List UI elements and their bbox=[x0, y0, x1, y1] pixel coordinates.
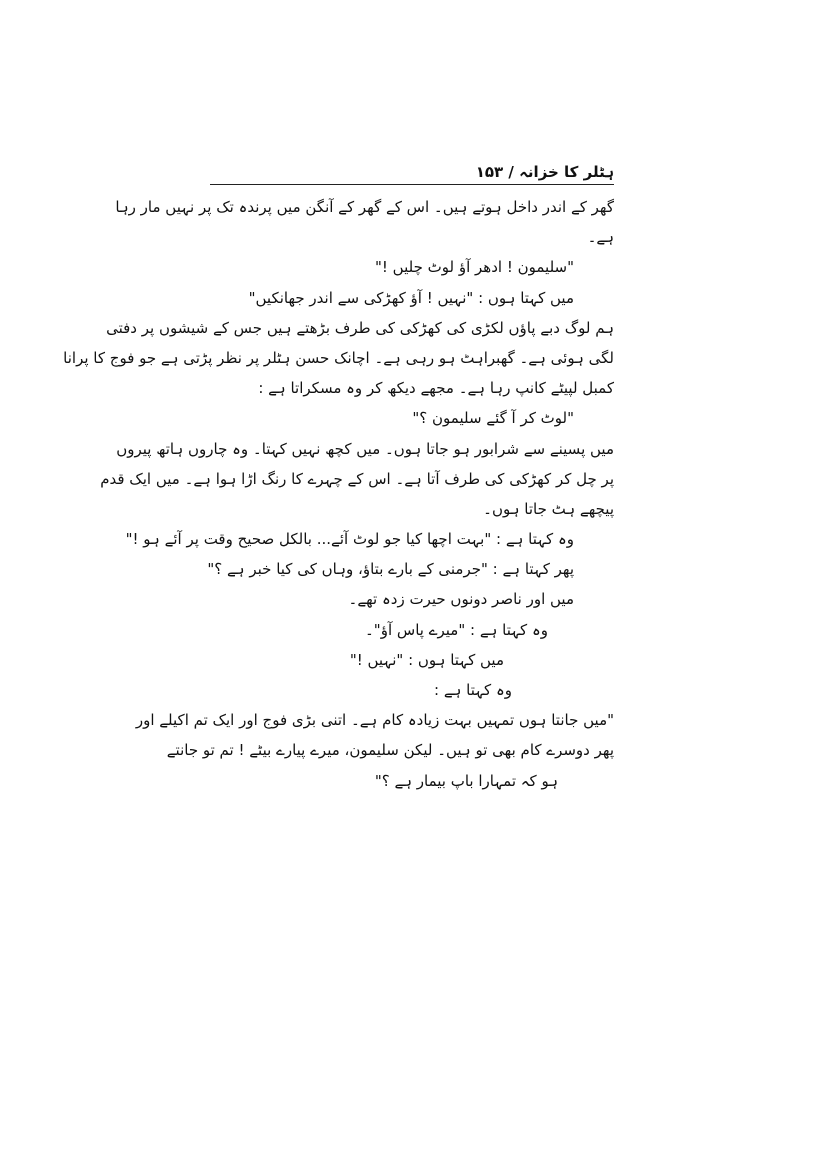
text-line: وہ کہتا ہے : "میرے پاس آؤ"۔ bbox=[365, 620, 548, 639]
body-text bbox=[63, 192, 614, 796]
text-line: میں اور ناصر دونوں حیرت زدہ تھے۔ bbox=[348, 590, 574, 609]
text-line: ہو کہ تمہارا باپ بیمار ہے ؟" bbox=[374, 771, 558, 790]
text-line: ہے۔ bbox=[587, 228, 614, 247]
text-line: وہ کہتا ہے : "بہت اچھا کیا جو لوٹ آئے... بالکل صحیح وقت پر آئے ہو !" bbox=[125, 530, 574, 549]
text-line: پھر دوسرے کام بھی تو ہیں۔ لیکن سلیمون، میرے پیارے بیٹے ! تم تو جانتے bbox=[166, 741, 614, 760]
running-title: ہٹلر کا خزانہ / ۱۵۳ bbox=[475, 163, 614, 181]
page-header bbox=[210, 160, 614, 184]
text-line: "میں جانتا ہوں تمہیں بہت زیادہ کام ہے۔ اتنی بڑی فوج اور ایک تم اکیلے اور bbox=[135, 711, 614, 730]
text-line: پر چل کر کھڑکی کی طرف آتا ہے۔ اس کے چہرے کا رنگ اڑا ہوا ہے۔ میں ایک قدم bbox=[100, 469, 614, 488]
text-line: میں پسینے سے شرابور ہو جاتا ہوں۔ میں کچھ نہیں کہتا۔ وہ چاروں ہاتھ پیروں bbox=[116, 439, 614, 458]
text-line: ہم لوگ دبے پاؤں لکڑی کی کھڑکی کی طرف بڑھتے ہیں جس کے شیشوں پر دفتی bbox=[106, 318, 614, 337]
text-line: میں کہتا ہوں : "نہیں ! آؤ کھڑکی سے اندر جھانکیں" bbox=[248, 288, 574, 307]
text-line: پیچھے ہٹ جاتا ہوں۔ bbox=[483, 499, 614, 518]
text-line: "لوٹ کر آ گئے سلیمون ؟" bbox=[412, 409, 574, 428]
text-line: وہ کہتا ہے : bbox=[434, 681, 512, 699]
text-line: لگی ہوئی ہے۔ گھبراہٹ ہو رہی ہے۔ اچانک حسن ہٹلر پر نظر پڑتی ہے جو فوج کا پرانا bbox=[63, 348, 614, 367]
text-line: میں کہتا ہوں : "نہیں !" bbox=[349, 650, 504, 669]
text-line: کمبل لپیٹے کانپ رہا ہے۔ مجھے دیکھ کر وہ مسکراتا ہے : bbox=[258, 379, 614, 398]
header-rule bbox=[210, 184, 614, 185]
text-line: پھر کہتا ہے : "جرمنی کے بارے بتاؤ، وہاں کی کیا خبر ہے ؟" bbox=[207, 560, 574, 579]
text-line: گھر کے اندر داخل ہوتے ہیں۔ اس کے گھر کے آنگن میں پرندہ تک پر نہیں مار رہا bbox=[115, 198, 614, 216]
text-line: "سلیمون ! ادھر آؤ لوٹ چلیں !" bbox=[375, 258, 574, 277]
